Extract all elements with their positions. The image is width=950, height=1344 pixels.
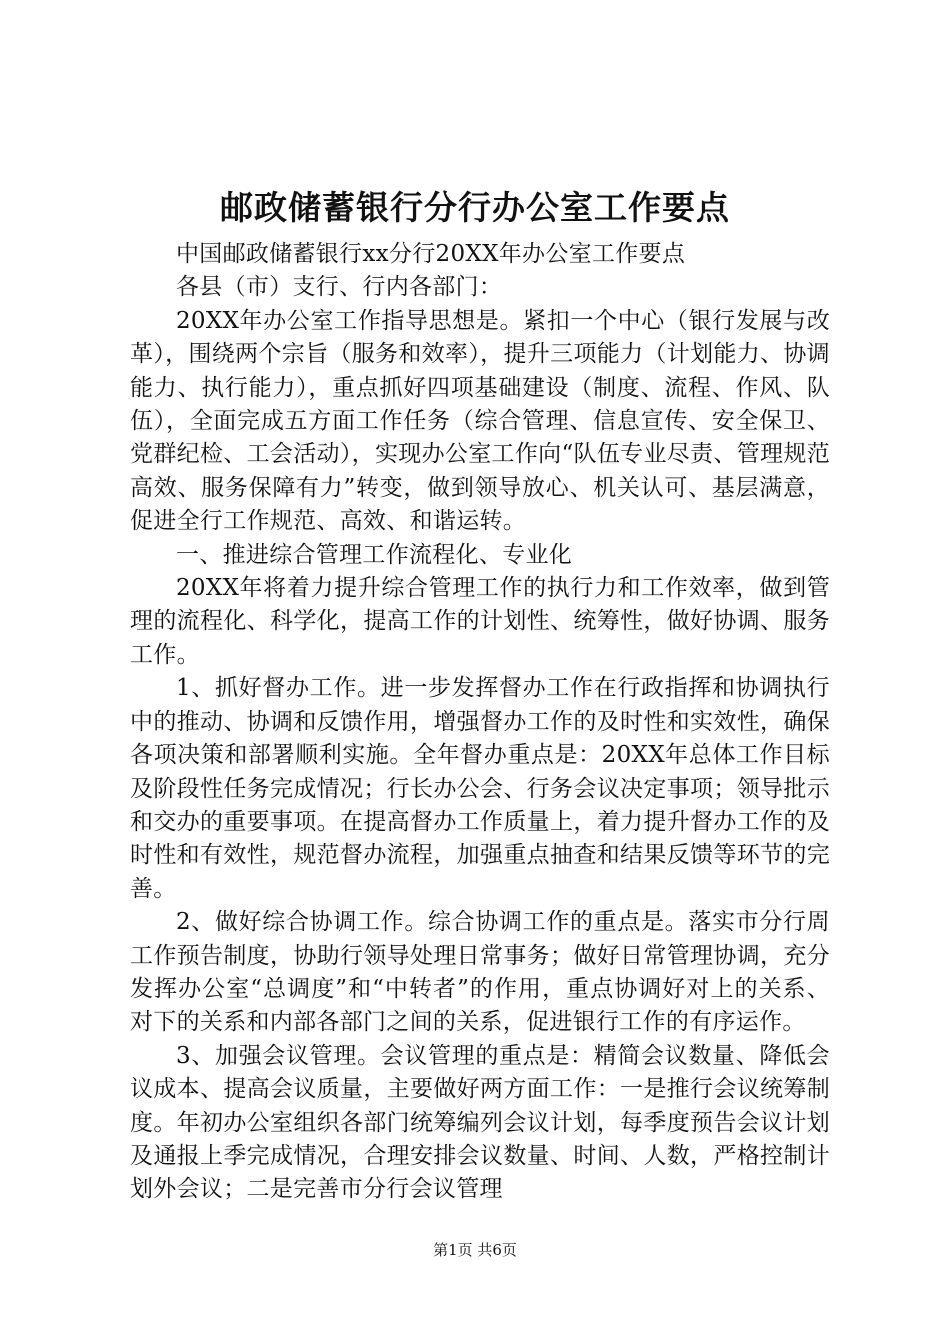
document-body (130, 238, 830, 1207)
page-number-footer: 第1页 共6页 (433, 1241, 517, 1259)
section-heading: 一、推进综合管理工作流程化、专业化 (176, 541, 573, 568)
salutation-paragraph: 各县（市）支行、行内各部门： (176, 274, 503, 301)
document-title: 邮政储蓄银行分行办公室工作要点 (220, 188, 730, 227)
item-1-paragraph: 1、抓好督办工作。进一步发挥督办工作在行政指挥和协调执行中的推动、协调和反馈作用，增强督办工作的及时性和实效性，确保各项决策和部署顺利实施。全年督办重点是：20XX年总体工作目标及阶段性任务完成情况；行长办公会、行务会议决定事项；领导批示和交办的重要事项。在提高督办工作质量上，着力提升督办工作的及时性和有效性，规范督办流程，加强重点抽查和结果反馈等环节的完善。 (130, 675, 830, 902)
item-3-paragraph: 3、加强会议管理。会议管理的重点是：精简会议数量、降低会议成本、提高会议质量，主要做好两方面工作：一是推行会议统筹制度。年初办公室组织各部门统筹编列会议计划，每季度预告会议计划及通报上季完成情况，合理安排会议数量、时间、人数，严格控制计划外会议；二是完善市分行会议管理 (130, 1042, 830, 1203)
item-2-paragraph: 2、做好综合协调工作。综合协调工作的重点是。落实市分行周工作预告制度，协助行领导处理日常事务；做好日常管理协调，充分发挥办公室“总调度”和“中转者”的作用，重点协调好对上的关系、对下的关系和内部各部门之间的关系，促进银行工作的有序运作。 (130, 909, 830, 1036)
section-intro-paragraph: 20XX年将着力提升综合管理工作的执行力和工作效率，做到管理的流程化、科学化，提高工作的计划性、统筹性，做好协调、服务工作。 (130, 575, 830, 668)
subtitle-paragraph: 中国邮政储蓄银行xx分行20XX年办公室工作要点 (176, 241, 686, 267)
guiding-idea-paragraph: 20XX年办公室工作指导思想是。紧扣一个中心（银行发展与改革），围绕两个宗旨（服务和效率），提升三项能力（计划能力、协调能力、执行能力），重点抓好四项基础建设（制度、流程、作风、队伍），全面完成五方面工作任务（综合管理、信息宣传、安全保卫、党群纪检、工会活动），实现办公室工作向“队伍专业尽责、管理规范高效、服务保障有力”转变，做到领导放心、机关认可、基层满意，促进全行工作规范、高效、和谐运转。 (130, 307, 830, 535)
